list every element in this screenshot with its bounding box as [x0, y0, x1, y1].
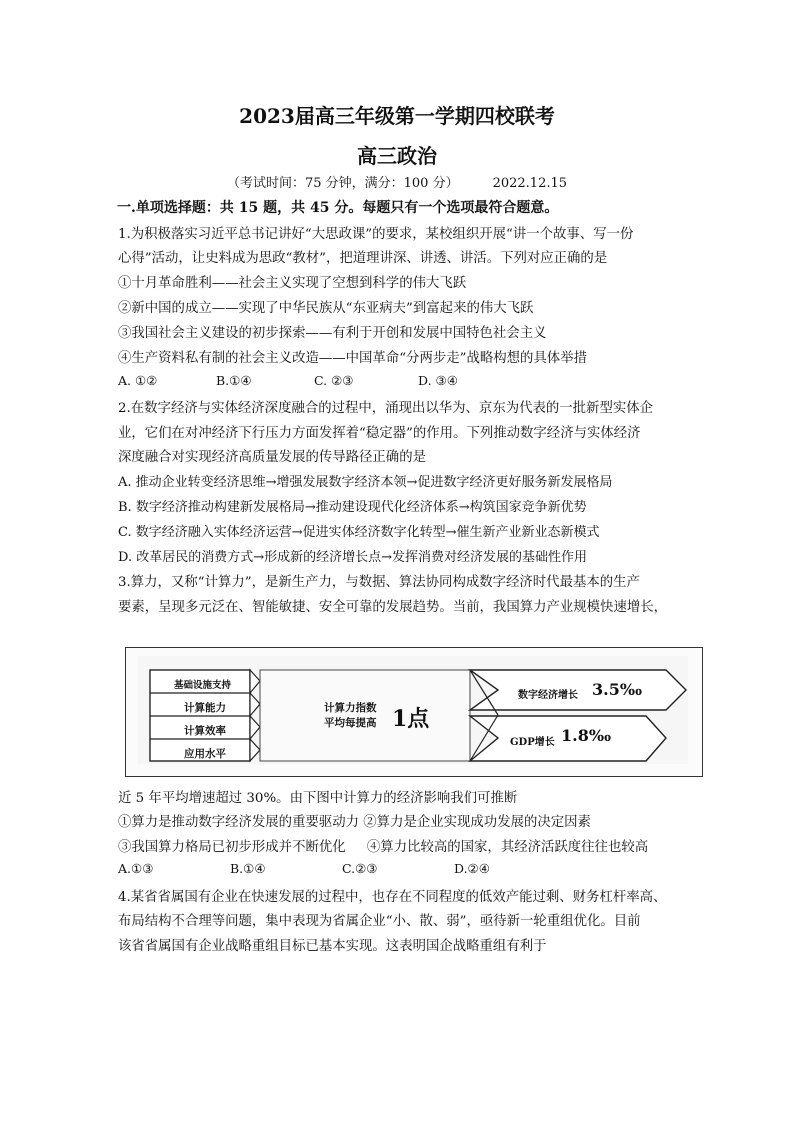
q1-option-d: D. ③④: [418, 373, 458, 388]
q3-stem-after: 近 5 年平均增速超过 30%。由下图中计算力的经济影响我们可推断: [118, 791, 518, 806]
section-heading: 一.单项选择题：共 15 题，共 45 分。每题只有一个选项最符合题意。: [117, 200, 559, 216]
q2-stem-line: 深度融合对实现经济高质量发展的传导路径正确的是: [118, 450, 426, 465]
q2-stem-line: 2.在数字经济与实体经济深度融合的过程中，涌现出以华为、京东为代表的一批新型实体企: [118, 401, 654, 416]
q2-option-a: A. 推动企业转变经济思维→增强发展数字经济本领→促进数字经济更好服务新发展格局: [118, 475, 613, 490]
q1-statement: ③我国社会主义建设的初步探索——有利于开创和发展中国特色社会主义: [118, 326, 547, 341]
exam-title: 2023届高三年级第一学期四校联考: [239, 104, 555, 128]
gdp-label: GDP增长: [510, 737, 555, 748]
q3-statement: ①算力是推动数字经济发展的重要驱动力 ②算力是企业实现成功发展的决定因素: [118, 815, 591, 830]
q1-option-b: B.①④: [216, 373, 252, 388]
computing-power-figure: [125, 647, 703, 777]
digital-economy-label: 数字经济增长: [518, 690, 578, 701]
exam-duration-score: （考试时间：75 分钟，满分：100 分）: [226, 176, 459, 191]
q3-option-a: A.①③: [118, 861, 154, 876]
q2-option-d: D. 改革居民的消费方式→形成新的经济增长点→发挥消费对经济发展的基础性作用: [118, 550, 588, 565]
q3-options: [118, 861, 688, 876]
q1-statement: ②新中国的成立——实现了中华民族从“东亚病夫”到富起来的伟大飞跃: [118, 301, 534, 316]
q3-option-b: B.①④: [230, 861, 266, 876]
subject-title: 高三政治: [357, 144, 437, 168]
q4-stem-line: 布局结构不合理等问题，集中表现为省属企业“小、散、弱”，亟待新一轮重组优化。目前: [118, 914, 641, 929]
q3-option-d: D.②④: [454, 861, 490, 876]
q3-option-c: C.②③: [342, 861, 378, 876]
center-label-line1: 计算力指数: [324, 702, 377, 714]
gdp-value: 1.8‰: [561, 726, 611, 745]
center-label-line2: 平均每提高: [324, 717, 377, 729]
q1-option-a: A. ①②: [118, 373, 158, 388]
q3-stem-line: 3.算力，又称“计算力”，是新生产力，与数据、算法协同构成数字经济时代最基本的生产: [118, 575, 640, 590]
exam-date: 2022.12.15: [492, 176, 568, 191]
q3-statement: ③我国算力格局已初步形成并不断优化 ④算力比较高的国家，其经济活跃度往往也较高: [118, 840, 649, 855]
exam-info: [0, 172, 794, 191]
q1-stem-line: 心得”活动，让史料成为思政“教材”，把道理讲深、讲透、讲活。下列对应正确的是: [118, 251, 608, 266]
digital-economy-value: 3.5‰: [592, 680, 642, 699]
factor-infrastructure: 基础设施支持: [174, 680, 232, 691]
q4-stem-line: 4.某省省属国有企业在快速发展的过程中，也存在不同程度的低效产能过剩、财务杠杆率高、: [118, 890, 667, 905]
q1-options: [118, 373, 688, 388]
q1-stem-line: 1.为积极落实习近平总书记讲好“大思政课”的要求，某校组织开展“讲一个故事、写一份: [118, 227, 634, 242]
q2-stem-line: 业，它们在对冲经济下行压力方面发挥着“稳定器”的作用。下列推动数字经济与实体经济: [118, 426, 641, 441]
factor-application-level: 应用水平: [184, 748, 226, 760]
factor-computing-ability: 计算能力: [184, 702, 226, 714]
q4-stem-line: 该省省属国有企业战略重组目标已基本实现。这表明国企战略重组有利于: [118, 939, 547, 954]
q1-statement: ④生产资料私有制的社会主义改造——中国革命“分两步走”战略构想的具体举措: [118, 351, 587, 366]
q2-option-b: B. 数字经济推动构建新发展格局→推动建设现代化经济体系→构筑国家竞争新优势: [118, 500, 587, 515]
q2-option-c: C. 数字经济融入实体经济运营→促进实体经济数字化转型→催生新产业新业态新模式: [118, 525, 600, 540]
q3-stem-line: 要素，呈现多元泛在、智能敏捷、安全可靠的发展趋势。当前，我国算力产业规模快速增长，: [118, 600, 668, 615]
center-big-value: 1点: [392, 706, 430, 732]
q1-statement: ①十月革命胜利——社会主义实现了空想到科学的伟大飞跃: [118, 276, 467, 291]
factor-computing-efficiency: 计算效率: [184, 725, 226, 737]
q1-option-c: C. ②③: [314, 373, 354, 388]
